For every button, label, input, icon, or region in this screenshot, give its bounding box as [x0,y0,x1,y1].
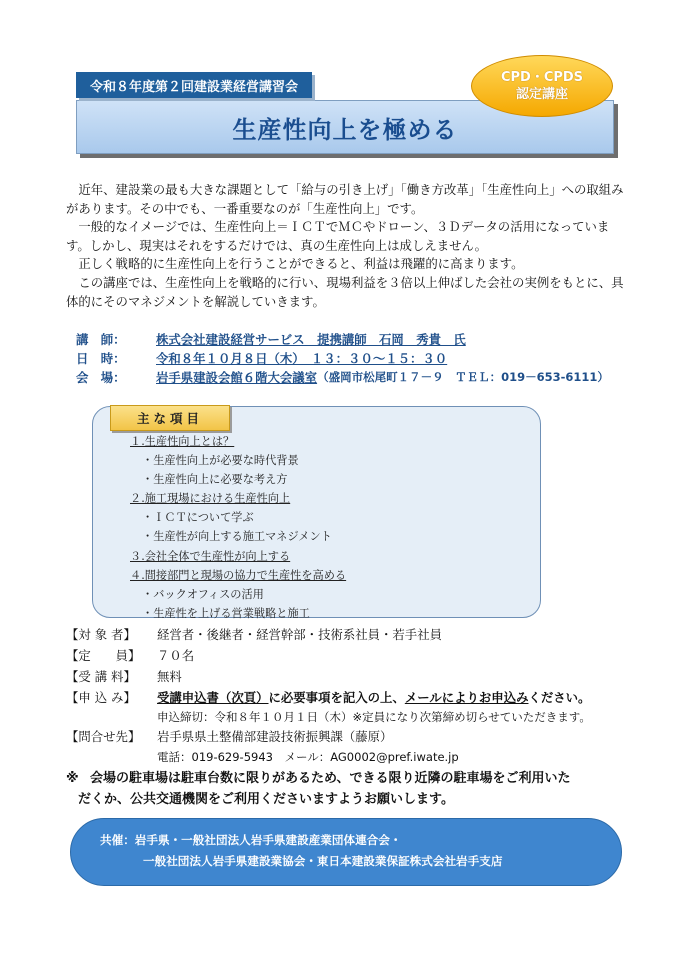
topic-heading: １.生産性向上とは？ [130,435,235,448]
target-value: 経営者・後継者・経営幹部・技術系社員・若手社員 [157,627,442,642]
topic-heading: ２.施工現場における生産性向上 [130,492,291,506]
apply-key: 【申 込 み】 [66,690,136,705]
apply-text-end: ください。 [528,690,591,705]
cpd-line2: 認定講座 [515,87,568,102]
topics-list [130,432,346,623]
topic-subitem: ・生産性を上げる営業戦略と施工 [142,606,310,620]
fee-key: 【受 講 料】 [66,669,136,684]
target-key: 【対 象 者】 [66,627,136,642]
contact-value: 岩手県県土整備部建設技術振興課（藤原） [157,729,393,744]
date-value: 令和８年１０月８日（木） １３：３０～１５：３０ [156,351,448,366]
apply-row [66,687,591,708]
event-info [76,330,609,387]
intro-text [66,181,626,311]
cpd-badge [471,55,613,117]
venue-row [76,368,609,387]
fee-value: 無料 [157,669,182,684]
deadline: 申込締切：令和８年１０月１日（木）※定員になり次第締め切らせていただきます。 [157,710,591,724]
note-line2: だくか、公共交通機関をご利用くださいますようお願いします。 [78,792,454,807]
contact-tel-email[interactable]: 電話：019-629-5943 メール：AG0002@pref.iwate.jp [157,750,459,764]
details [66,624,591,767]
date-key: 日 時： [76,351,126,366]
date-row [76,349,609,368]
fee-row [66,666,591,687]
email-apply-text: メールによりお申込み [404,690,529,705]
target-row [66,624,591,645]
capacity-row [66,645,591,666]
lecturer-row [76,330,609,349]
topic-subitem: ・生産性向上が必要な時代背景 [142,454,299,468]
intro-paragraph: この講座では、生産性向上を戦略的に行い、現場利益を３倍以上伸ばした会社の実例をもとに、具体的にそのマネジメントを解説していきます。 [66,274,624,309]
cosponsor-line1: 共催：岩手県・一般社団法人岩手県建設産業団体連合会・ [100,833,402,847]
venue-key: 会 場： [76,370,126,385]
series-label: 令和８年度第２回建設業経営講習会 [89,79,298,95]
application-form-link[interactable]: 受講申込書（次頁） [157,690,269,705]
topics-tab [110,405,230,431]
series-badge [76,72,312,98]
capacity-key: 【定 員】 [66,648,141,663]
topic-heading: ３.会社全体で生産性が向上する [130,549,291,563]
topic-subitem: ・生産性向上に必要な考え方 [142,473,288,487]
lecturer-key: 講 師： [76,332,126,347]
apply-text: に必要事項を記入の上、 [268,690,405,705]
topic-subitem: ・生産性が向上する施工マネジメント [142,530,332,544]
cpd-line1: CPD・CPDS [500,70,584,85]
topic-subitem: ・ＩＣＴについて学ぶ [142,511,254,525]
cosponsor-line2: 一般社団法人岩手県建設業協会・東日本建設業保証株式会社岩手支店 [143,854,503,868]
lecturer-value: 株式会社建設経営サービス 提携講師 石岡 秀貴 氏 [156,332,466,347]
capacity-value: ７０名 [157,648,195,663]
intro-paragraph: 近年、建設業の最も大きな課題として「給与の引き上げ」「働き方改革」「生産性向上」への取組みがあります。その中でも、一番重要なのが「生産性向上」です。 [66,182,624,216]
intro-paragraph: 正しく戦略的に生産性向上を行うことができると、利益は飛躍的に高まります。 [78,256,524,272]
topic-heading: ４.間接部門と現場の協力で生産性を高める [130,568,347,582]
contact-row [66,726,591,747]
venue-address: （盛岡市松尾町１７－９ ＴＥＬ：019－653-6111） [317,370,609,384]
note-line1: 会場の駐車場は駐車台数に限りがあるため、できる限り近隣の駐車場をご利用いた [90,771,571,786]
contact-key: 【問合せ先】 [66,729,141,744]
topic-subitem: ・バックオフィスの活用 [142,587,264,601]
page-title: 生産性向上を極める [232,115,458,144]
parking-note [66,768,636,810]
intro-paragraph: 一般的なイメージでは、生産性向上＝ＩＣＴでＭＣやドローン、３Ｄデータの活用になっています。しかし、現実はそれをするだけでは、真の生産性向上は成しえません。 [66,219,610,253]
topics-title: 主な項目 [136,411,203,426]
cosponsor-banner [70,818,622,886]
note-mark: ※ [66,771,79,786]
venue-value: 岩手県建設会館６階大会議室 [156,370,318,385]
